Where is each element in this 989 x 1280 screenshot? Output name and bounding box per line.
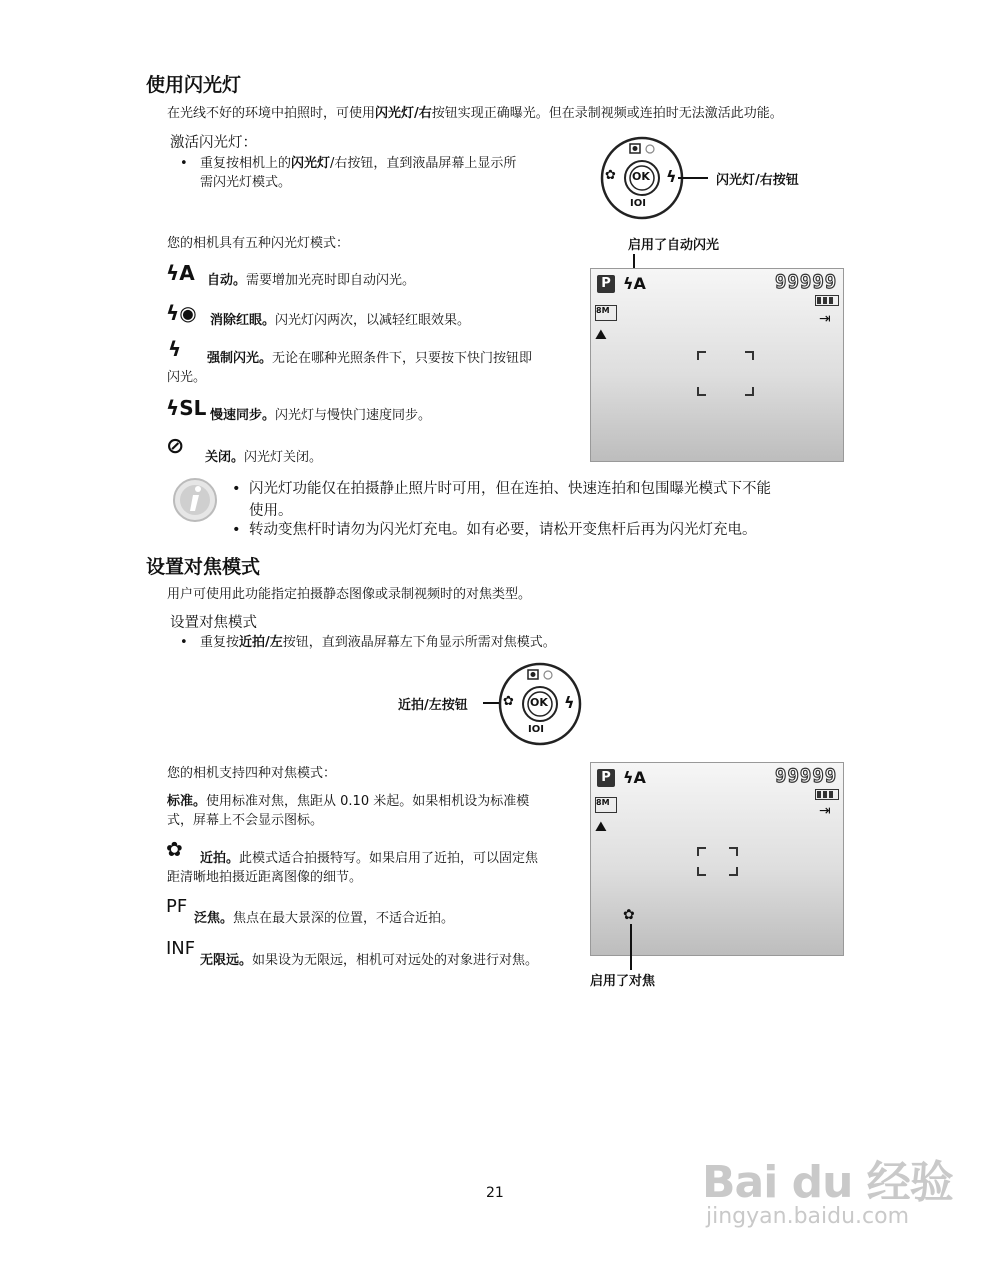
flash-bullet-text: 重复按相机上的 xyxy=(200,156,292,171)
flash-redeye-icon: ϟ◉ xyxy=(166,301,197,325)
ok-button-label: OK xyxy=(530,696,548,709)
lcd-preview-focus xyxy=(590,762,844,956)
focus-bracket-tr xyxy=(729,847,738,856)
shot-count: 99999 xyxy=(775,765,838,787)
flash-bullet-bold: 闪光灯 xyxy=(291,156,331,171)
dpad-diagram-macro xyxy=(498,662,582,746)
flash-mode-redeye xyxy=(210,311,470,330)
focus-mode-desc: 此模式适合拍摄特写。如果启用了近拍，可以固定焦 xyxy=(239,851,539,866)
info-note-icon xyxy=(168,478,222,522)
focus-mode-standard-cont: 式，屏幕上不会显示图标。 xyxy=(167,813,324,828)
flash-mode-name: 强制闪光。 xyxy=(207,351,273,366)
focus-mode-name: 无限远。 xyxy=(200,953,253,968)
lcd-preview-auto-flash xyxy=(590,268,844,462)
flash-activate-bullet: • 重复按相机上的闪光灯/右按钮，直到液晶屏幕上显示所 需闪光灯模式。 xyxy=(180,156,517,190)
flash-mode-name: 消除红眼。 xyxy=(210,313,276,328)
flash-activate-label: 激活闪光灯： xyxy=(170,135,257,151)
focus-mode-desc: 如果设为无限远，相机可对远处的对象进行对焦。 xyxy=(252,953,539,968)
focus-bullet-text: 重复按 xyxy=(200,635,240,650)
note-text: 转动变焦杆时请勿为闪光灯充电。如有必要，请松开变焦杆后再为闪光灯充电。 xyxy=(249,522,757,538)
flash-note-2: • 转动变焦杆时请勿为闪光灯充电。如有必要，请松开变焦杆后再为闪光灯充电。 xyxy=(232,522,757,538)
focus-mode-pan xyxy=(194,909,454,928)
flash-intro xyxy=(167,104,783,123)
flash-mode-desc: 无论在哪种光照条件下，只要按下快门按钮即 xyxy=(272,351,533,366)
lcd-flash-auto-icon: ϟA xyxy=(623,274,646,293)
flash-mode-desc: 闪光灯关闭。 xyxy=(244,450,323,465)
scene-icon: ⛰ xyxy=(595,327,607,343)
flash-mode-slowsync xyxy=(210,406,431,425)
focus-bracket-tl xyxy=(697,847,706,856)
lcd-macro-icon: ✿ xyxy=(623,907,635,923)
focus-mode-name: 近拍。 xyxy=(200,851,240,866)
focus-modes-label: 您的相机支持四种对焦模式： xyxy=(167,766,337,781)
focus-bullet-bold: 近拍/左 xyxy=(239,635,283,650)
focus-mode-infinity xyxy=(200,951,538,970)
focus-bullet: • 重复按近拍/左按钮，直到液晶屏幕左下角显示所需对焦模式。 xyxy=(180,635,556,650)
macro-button-glyph: ✿ xyxy=(503,694,514,709)
flash-mode-name: 慢速同步。 xyxy=(210,408,276,423)
focus-mode-macro-cont: 距清晰地拍摄近距离图像的细节。 xyxy=(167,870,363,885)
flash-off-icon: ⊘ xyxy=(166,434,185,459)
battery-icon xyxy=(815,789,839,800)
mode-badge: P xyxy=(597,275,615,293)
storage-icon: ⇥ xyxy=(819,311,831,327)
flash-button-glyph: ϟ xyxy=(666,167,677,186)
flash-section-title: 使用闪光灯 xyxy=(146,74,242,96)
macro-button-callout: 近拍/左按钮 xyxy=(398,698,468,713)
focus-bracket-tr xyxy=(745,351,754,360)
resolution-icon: 8M xyxy=(595,797,617,813)
focus-intro: 用户可使用此功能指定拍摄静态图像或录制视频时的对焦类型。 xyxy=(167,587,532,602)
flash-mode-off xyxy=(205,448,322,467)
macro-icon: ✿ xyxy=(166,837,183,861)
flash-button-glyph: ϟ xyxy=(564,693,575,712)
focus-mode-desc: 焦点在最大景深的位置，不适合近拍。 xyxy=(233,911,455,926)
flash-mode-desc: 闪光灯闪两次，以减轻红眼效果。 xyxy=(275,313,471,328)
focus-bracket-bl xyxy=(697,387,706,396)
focus-sub-label: 设置对焦模式 xyxy=(170,615,257,631)
flash-mode-desc: 需要增加光亮时即自动闪光。 xyxy=(246,273,416,288)
resolution-icon: 8M xyxy=(595,305,617,321)
note-text-2: 使用。 xyxy=(249,503,293,519)
flash-mode-auto xyxy=(207,271,415,290)
display-button-glyph: IOI xyxy=(528,724,544,735)
storage-icon: ⇥ xyxy=(819,803,831,819)
flash-note-1: • 闪光灯功能仅在拍摄静止照片时可用，但在连拍、快速连拍和包围曝光模式下不能 使用。 xyxy=(232,481,771,519)
pan-focus-icon: PF xyxy=(166,896,188,917)
focus-bracket-br xyxy=(745,387,754,396)
macro-button-glyph: ✿ xyxy=(605,168,616,183)
display-button-glyph: IOI xyxy=(630,198,646,209)
mode-badge: P xyxy=(597,769,615,787)
focus-mode-name: 标准。 xyxy=(167,794,207,809)
lcd-flash-auto-icon: ϟA xyxy=(623,768,646,787)
focus-bracket-br xyxy=(729,867,738,876)
flash-modes-label: 您的相机具有五种闪光灯模式： xyxy=(167,236,350,251)
flash-bullet-text-3: 需闪光灯模式。 xyxy=(200,175,292,190)
focus-section-title: 设置对焦模式 xyxy=(146,556,261,578)
infinity-focus-icon: INF xyxy=(166,938,196,959)
focus-mode-standard xyxy=(167,792,529,811)
ok-button-label: OK xyxy=(632,170,650,183)
baidu-watermark-url: jingyan.baidu.com xyxy=(706,1204,910,1229)
dpad-diagram-flash xyxy=(600,136,684,220)
flash-intro-text-end: 按钮实现正确曝光。但在录制视频或连拍时无法激活此功能。 xyxy=(431,106,783,121)
flash-callout-line xyxy=(678,177,708,179)
flash-mode-forced xyxy=(207,349,532,368)
flash-button-callout: 闪光灯/右按钮 xyxy=(716,173,799,188)
flash-forced-icon: ϟ xyxy=(168,337,182,361)
focus-mode-name: 泛焦。 xyxy=(194,911,234,926)
focus-bracket-tl xyxy=(697,351,706,360)
focus-bracket-bl xyxy=(697,867,706,876)
flash-mode-desc: 闪光灯与慢快门速度同步。 xyxy=(275,408,432,423)
flash-slowsync-icon: ϟSL xyxy=(166,396,207,420)
focus-enabled-callout: 启用了对焦 xyxy=(590,974,656,989)
baidu-watermark-logo: Bai du 经验 xyxy=(702,1157,953,1208)
flash-mode-forced-cont: 闪光。 xyxy=(167,370,207,385)
auto-flash-callout: 启用了自动闪光 xyxy=(628,238,720,253)
shot-count: 99999 xyxy=(775,271,838,293)
focus-mode-desc: 使用标准对焦，焦距从 0.10 米起。如果相机设为标准模 xyxy=(206,794,530,809)
flash-auto-icon: ϟA xyxy=(166,261,195,285)
flash-mode-name: 自动。 xyxy=(207,273,247,288)
flash-mode-name: 关闭。 xyxy=(205,450,245,465)
focus-callout-line xyxy=(630,924,632,970)
page-number: 21 xyxy=(486,1185,504,1201)
flash-intro-bold: 闪光灯/右 xyxy=(375,106,432,121)
flash-intro-text: 在光线不好的环境中拍照时，可使用 xyxy=(167,106,376,121)
focus-mode-macro xyxy=(200,849,538,868)
scene-icon: ⛰ xyxy=(595,819,607,835)
note-text: 闪光灯功能仅在拍摄静止照片时可用，但在连拍、快速连拍和包围曝光模式下不能 xyxy=(249,481,771,497)
focus-bullet-text-end: 按钮，直到液晶屏幕左下角显示所需对焦模式。 xyxy=(282,635,556,650)
flash-bullet-text-2: /右按钮，直到液晶屏幕上显示所 xyxy=(330,156,517,171)
battery-icon xyxy=(815,295,839,306)
